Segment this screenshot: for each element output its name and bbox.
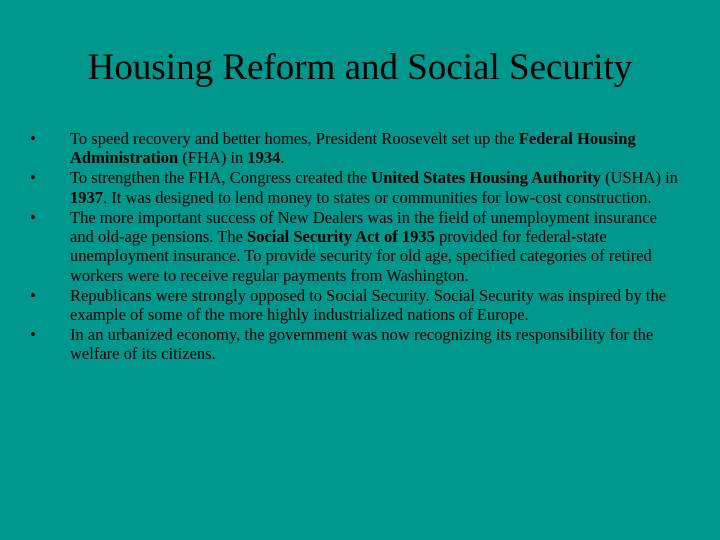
bullet-icon: • — [30, 285, 36, 305]
bullet-item — [30, 129, 682, 168]
bullet-text-segment: In an urbanized economy, the government was now recognizing its responsibility for the welfare of its citizens. — [70, 325, 654, 364]
bullet-text-segment: To speed recovery and better homes, President Roosevelt set up the — [70, 129, 519, 148]
bullet-text-segment: Republicans were strongly opposed to Social Security. Social Security was inspired by the example of some of the more highly industrialized nations of Europe. — [70, 285, 667, 325]
bullet-text-segment: (FHA) in — [178, 148, 248, 168]
bullet-text — [70, 168, 682, 207]
bullet-icon: • — [30, 129, 36, 148]
bullet-bold-segment: Social Security Act of 1935 — [247, 227, 435, 247]
slide-title: Housing Reform and Social Security — [87, 47, 633, 88]
bullet-text-segment: (USHA) in — [600, 168, 678, 188]
bullet-bold-segment: 1937 — [70, 187, 103, 207]
bullet-item — [30, 208, 682, 285]
bullet-text — [70, 208, 682, 285]
bullet-text-segment: To strengthen the FHA, Congress created the — [70, 168, 372, 188]
bullet-text-segment: The more important success of New Dealers was in the field of unemployment insurance and old-age pensions. The — [70, 207, 657, 247]
bullet-icon: • — [30, 168, 36, 188]
bullet-bold-segment: United States Housing Authority — [371, 168, 601, 188]
bullet-item — [30, 286, 682, 325]
bullet-text — [70, 325, 682, 364]
bullet-text — [70, 129, 682, 168]
bullet-bold-segment: Federal Housing Administration — [70, 129, 636, 168]
bullet-item — [30, 168, 682, 207]
bullet-text-segment: provided for federal-state unemployment insurance. To provide security for old age, specified categories of retired workers were to receive regular payments from Washington. — [70, 227, 652, 285]
bullet-text-segment: . — [280, 148, 285, 168]
bullet-item — [30, 325, 682, 364]
bullet-list — [30, 129, 682, 365]
bullet-icon: • — [30, 207, 36, 227]
bullet-bold-segment: 1934 — [247, 148, 281, 168]
bullet-text-segment: . It was designed to lend money to states or communities for low-cost construction. — [103, 187, 652, 207]
bullet-text — [70, 286, 682, 325]
bullet-icon: • — [30, 325, 36, 345]
